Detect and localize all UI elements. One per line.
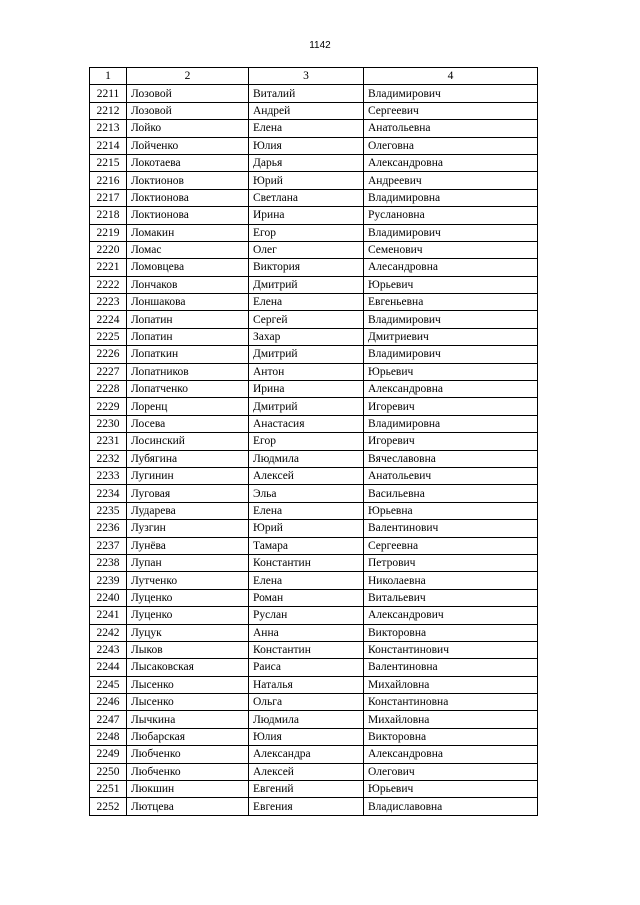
- first-name-cell: Тамара: [249, 537, 364, 554]
- row-number-cell: 2247: [90, 711, 127, 728]
- table-row: [90, 624, 538, 641]
- first-name-cell: Юрий: [249, 172, 364, 189]
- surname-cell: Любченко: [127, 746, 249, 763]
- patronymic-cell: Юрьевич: [364, 276, 538, 293]
- table-row: [90, 172, 538, 189]
- row-number-cell: 2238: [90, 554, 127, 571]
- row-number-cell: 2232: [90, 450, 127, 467]
- row-number-cell: 2231: [90, 433, 127, 450]
- surname-cell: Луценко: [127, 607, 249, 624]
- table-row: [90, 276, 538, 293]
- row-number-cell: 2221: [90, 259, 127, 276]
- row-number-cell: 2252: [90, 798, 127, 815]
- first-name-cell: Роман: [249, 589, 364, 606]
- first-name-cell: Виталий: [249, 85, 364, 102]
- row-number-cell: 2246: [90, 694, 127, 711]
- patronymic-cell: Андреевич: [364, 172, 538, 189]
- surname-cell: Лысенко: [127, 676, 249, 693]
- patronymic-cell: Викторовна: [364, 728, 538, 745]
- table-row: [90, 85, 538, 102]
- surname-cell: Луговая: [127, 485, 249, 502]
- first-name-cell: Сергей: [249, 311, 364, 328]
- patronymic-cell: Игоревич: [364, 433, 538, 450]
- row-number-cell: 2242: [90, 624, 127, 641]
- patronymic-cell: Михайловна: [364, 711, 538, 728]
- patronymic-cell: Александровна: [364, 746, 538, 763]
- column-header-1: 1: [90, 68, 127, 85]
- row-number-cell: 2244: [90, 659, 127, 676]
- row-number-cell: 2217: [90, 189, 127, 206]
- surname-cell: Лоренц: [127, 398, 249, 415]
- table-row: [90, 659, 538, 676]
- row-number-cell: 2215: [90, 154, 127, 171]
- row-number-cell: 2214: [90, 137, 127, 154]
- table-header-row: [90, 68, 538, 85]
- patronymic-cell: Александровна: [364, 154, 538, 171]
- row-number-cell: 2230: [90, 415, 127, 432]
- table-row: [90, 798, 538, 815]
- table-body: [90, 85, 538, 815]
- patronymic-cell: Анатольевна: [364, 120, 538, 137]
- row-number-cell: 2251: [90, 781, 127, 798]
- page-number: 1142: [309, 40, 331, 51]
- surname-cell: Лютцева: [127, 798, 249, 815]
- patronymic-cell: Олеговна: [364, 137, 538, 154]
- table-row: [90, 746, 538, 763]
- table-row: [90, 607, 538, 624]
- surname-cell: Лозовой: [127, 85, 249, 102]
- first-name-cell: Елена: [249, 120, 364, 137]
- first-name-cell: Виктория: [249, 259, 364, 276]
- first-name-cell: Елена: [249, 502, 364, 519]
- row-number-cell: 2211: [90, 85, 127, 102]
- table-row: [90, 520, 538, 537]
- surname-cell: Лопатченко: [127, 381, 249, 398]
- column-header-4: 4: [364, 68, 538, 85]
- column-header-3: 3: [249, 68, 364, 85]
- table-row: [90, 467, 538, 484]
- patronymic-cell: Евгеньевна: [364, 294, 538, 311]
- row-number-cell: 2237: [90, 537, 127, 554]
- table-row: [90, 294, 538, 311]
- patronymic-cell: Руслановна: [364, 207, 538, 224]
- table-row: [90, 207, 538, 224]
- first-name-cell: Олег: [249, 241, 364, 258]
- table-row: [90, 102, 538, 119]
- table-row: [90, 137, 538, 154]
- patronymic-cell: Александровна: [364, 381, 538, 398]
- first-name-cell: Константин: [249, 554, 364, 571]
- first-name-cell: Раиса: [249, 659, 364, 676]
- surname-cell: Луценко: [127, 589, 249, 606]
- row-number-cell: 2250: [90, 763, 127, 780]
- surname-cell: Лупан: [127, 554, 249, 571]
- table-row: [90, 450, 538, 467]
- surname-cell: Лысенко: [127, 694, 249, 711]
- table-row: [90, 346, 538, 363]
- table-row: [90, 485, 538, 502]
- table-row: [90, 224, 538, 241]
- table-row: [90, 241, 538, 258]
- table-row: [90, 502, 538, 519]
- row-number-cell: 2243: [90, 641, 127, 658]
- first-name-cell: Ирина: [249, 381, 364, 398]
- row-number-cell: 2216: [90, 172, 127, 189]
- table-row: [90, 433, 538, 450]
- patronymic-cell: Анатольевич: [364, 467, 538, 484]
- table-row: [90, 398, 538, 415]
- table-row: [90, 728, 538, 745]
- surname-cell: Лозовой: [127, 102, 249, 119]
- patronymic-cell: Сергеевна: [364, 537, 538, 554]
- surname-cell: Ломовцева: [127, 259, 249, 276]
- row-number-cell: 2222: [90, 276, 127, 293]
- patronymic-cell: Васильевна: [364, 485, 538, 502]
- table-row: [90, 694, 538, 711]
- table-row: [90, 589, 538, 606]
- patronymic-cell: Валентинович: [364, 520, 538, 537]
- patronymic-cell: Викторовна: [364, 624, 538, 641]
- surname-cell: Лопатин: [127, 328, 249, 345]
- first-name-cell: Дмитрий: [249, 276, 364, 293]
- row-number-cell: 2213: [90, 120, 127, 137]
- row-number-cell: 2220: [90, 241, 127, 258]
- table-row: [90, 328, 538, 345]
- patronymic-cell: Владимирович: [364, 85, 538, 102]
- row-number-cell: 2235: [90, 502, 127, 519]
- table-row: [90, 537, 538, 554]
- surname-cell: Лутченко: [127, 572, 249, 589]
- patronymic-cell: Владимирович: [364, 311, 538, 328]
- column-header-2: 2: [127, 68, 249, 85]
- table-row: [90, 415, 538, 432]
- first-name-cell: Ирина: [249, 207, 364, 224]
- surname-cell: Лосинский: [127, 433, 249, 450]
- first-name-cell: Руслан: [249, 607, 364, 624]
- first-name-cell: Людмила: [249, 711, 364, 728]
- patronymic-cell: Михайловна: [364, 676, 538, 693]
- row-number-cell: 2239: [90, 572, 127, 589]
- first-name-cell: Людмила: [249, 450, 364, 467]
- table-row: [90, 711, 538, 728]
- patronymic-cell: Вячеславовна: [364, 450, 538, 467]
- row-number-cell: 2240: [90, 589, 127, 606]
- first-name-cell: Юрий: [249, 520, 364, 537]
- row-number-cell: 2225: [90, 328, 127, 345]
- row-number-cell: 2229: [90, 398, 127, 415]
- table-row: [90, 189, 538, 206]
- surname-cell: Лысаковская: [127, 659, 249, 676]
- first-name-cell: Алексей: [249, 467, 364, 484]
- patronymic-cell: Сергеевич: [364, 102, 538, 119]
- patronymic-cell: Олегович: [364, 763, 538, 780]
- patronymic-cell: Николаевна: [364, 572, 538, 589]
- surname-cell: Лубягина: [127, 450, 249, 467]
- surname-cell: Луцук: [127, 624, 249, 641]
- registry-table: [89, 67, 538, 816]
- surname-cell: Ломас: [127, 241, 249, 258]
- surname-cell: Лончаков: [127, 276, 249, 293]
- patronymic-cell: Владимирович: [364, 346, 538, 363]
- first-name-cell: Анастасия: [249, 415, 364, 432]
- surname-cell: Лычкина: [127, 711, 249, 728]
- row-number-cell: 2218: [90, 207, 127, 224]
- surname-cell: Лопаткин: [127, 346, 249, 363]
- patronymic-cell: Семенович: [364, 241, 538, 258]
- row-number-cell: 2249: [90, 746, 127, 763]
- patronymic-cell: Александрович: [364, 607, 538, 624]
- patronymic-cell: Юрьевич: [364, 363, 538, 380]
- first-name-cell: Андрей: [249, 102, 364, 119]
- patronymic-cell: Петрович: [364, 554, 538, 571]
- first-name-cell: Эльа: [249, 485, 364, 502]
- row-number-cell: 2219: [90, 224, 127, 241]
- surname-cell: Лойченко: [127, 137, 249, 154]
- surname-cell: Лузгин: [127, 520, 249, 537]
- table-row: [90, 572, 538, 589]
- surname-cell: Лунёва: [127, 537, 249, 554]
- row-number-cell: 2227: [90, 363, 127, 380]
- surname-cell: Лугинин: [127, 467, 249, 484]
- patronymic-cell: Игоревич: [364, 398, 538, 415]
- row-number-cell: 2228: [90, 381, 127, 398]
- patronymic-cell: Владиславовна: [364, 798, 538, 815]
- first-name-cell: Дмитрий: [249, 346, 364, 363]
- first-name-cell: Дарья: [249, 154, 364, 171]
- table-row: [90, 311, 538, 328]
- first-name-cell: Ольга: [249, 694, 364, 711]
- first-name-cell: Юлия: [249, 137, 364, 154]
- row-number-cell: 2234: [90, 485, 127, 502]
- table-row: [90, 120, 538, 137]
- surname-cell: Ломакин: [127, 224, 249, 241]
- patronymic-cell: Витальевич: [364, 589, 538, 606]
- table-row: [90, 781, 538, 798]
- patronymic-cell: Юрьевна: [364, 502, 538, 519]
- row-number-cell: 2226: [90, 346, 127, 363]
- row-number-cell: 2248: [90, 728, 127, 745]
- first-name-cell: Алексей: [249, 763, 364, 780]
- first-name-cell: Антон: [249, 363, 364, 380]
- patronymic-cell: Владимирович: [364, 224, 538, 241]
- row-number-cell: 2241: [90, 607, 127, 624]
- surname-cell: Любченко: [127, 763, 249, 780]
- first-name-cell: Юлия: [249, 728, 364, 745]
- table-row: [90, 363, 538, 380]
- row-number-cell: 2224: [90, 311, 127, 328]
- first-name-cell: Анна: [249, 624, 364, 641]
- surname-cell: Лойко: [127, 120, 249, 137]
- first-name-cell: Наталья: [249, 676, 364, 693]
- row-number-cell: 2233: [90, 467, 127, 484]
- surname-cell: Лыков: [127, 641, 249, 658]
- patronymic-cell: Алесандровна: [364, 259, 538, 276]
- first-name-cell: Егор: [249, 224, 364, 241]
- first-name-cell: Захар: [249, 328, 364, 345]
- surname-cell: Лопатников: [127, 363, 249, 380]
- table-row: [90, 554, 538, 571]
- patronymic-cell: Юрьевич: [364, 781, 538, 798]
- table-row: [90, 763, 538, 780]
- surname-cell: Локтионова: [127, 207, 249, 224]
- surname-cell: Локотаева: [127, 154, 249, 171]
- patronymic-cell: Валентиновна: [364, 659, 538, 676]
- first-name-cell: Елена: [249, 294, 364, 311]
- table-row: [90, 154, 538, 171]
- table-row: [90, 676, 538, 693]
- surname-cell: Любарская: [127, 728, 249, 745]
- patronymic-cell: Владимировна: [364, 189, 538, 206]
- surname-cell: Лударева: [127, 502, 249, 519]
- table-row: [90, 381, 538, 398]
- table-row: [90, 641, 538, 658]
- first-name-cell: Евгений: [249, 781, 364, 798]
- first-name-cell: Александра: [249, 746, 364, 763]
- surname-cell: Локтионова: [127, 189, 249, 206]
- first-name-cell: Евгения: [249, 798, 364, 815]
- table-row: [90, 259, 538, 276]
- patronymic-cell: Константиновна: [364, 694, 538, 711]
- surname-cell: Лопатин: [127, 311, 249, 328]
- row-number-cell: 2223: [90, 294, 127, 311]
- row-number-cell: 2245: [90, 676, 127, 693]
- first-name-cell: Елена: [249, 572, 364, 589]
- first-name-cell: Светлана: [249, 189, 364, 206]
- surname-cell: Лосева: [127, 415, 249, 432]
- row-number-cell: 2236: [90, 520, 127, 537]
- surname-cell: Локтионов: [127, 172, 249, 189]
- row-number-cell: 2212: [90, 102, 127, 119]
- patronymic-cell: Константинович: [364, 641, 538, 658]
- surname-cell: Лоншакова: [127, 294, 249, 311]
- first-name-cell: Константин: [249, 641, 364, 658]
- first-name-cell: Егор: [249, 433, 364, 450]
- patronymic-cell: Владимировна: [364, 415, 538, 432]
- surname-cell: Люкшин: [127, 781, 249, 798]
- patronymic-cell: Дмитриевич: [364, 328, 538, 345]
- first-name-cell: Дмитрий: [249, 398, 364, 415]
